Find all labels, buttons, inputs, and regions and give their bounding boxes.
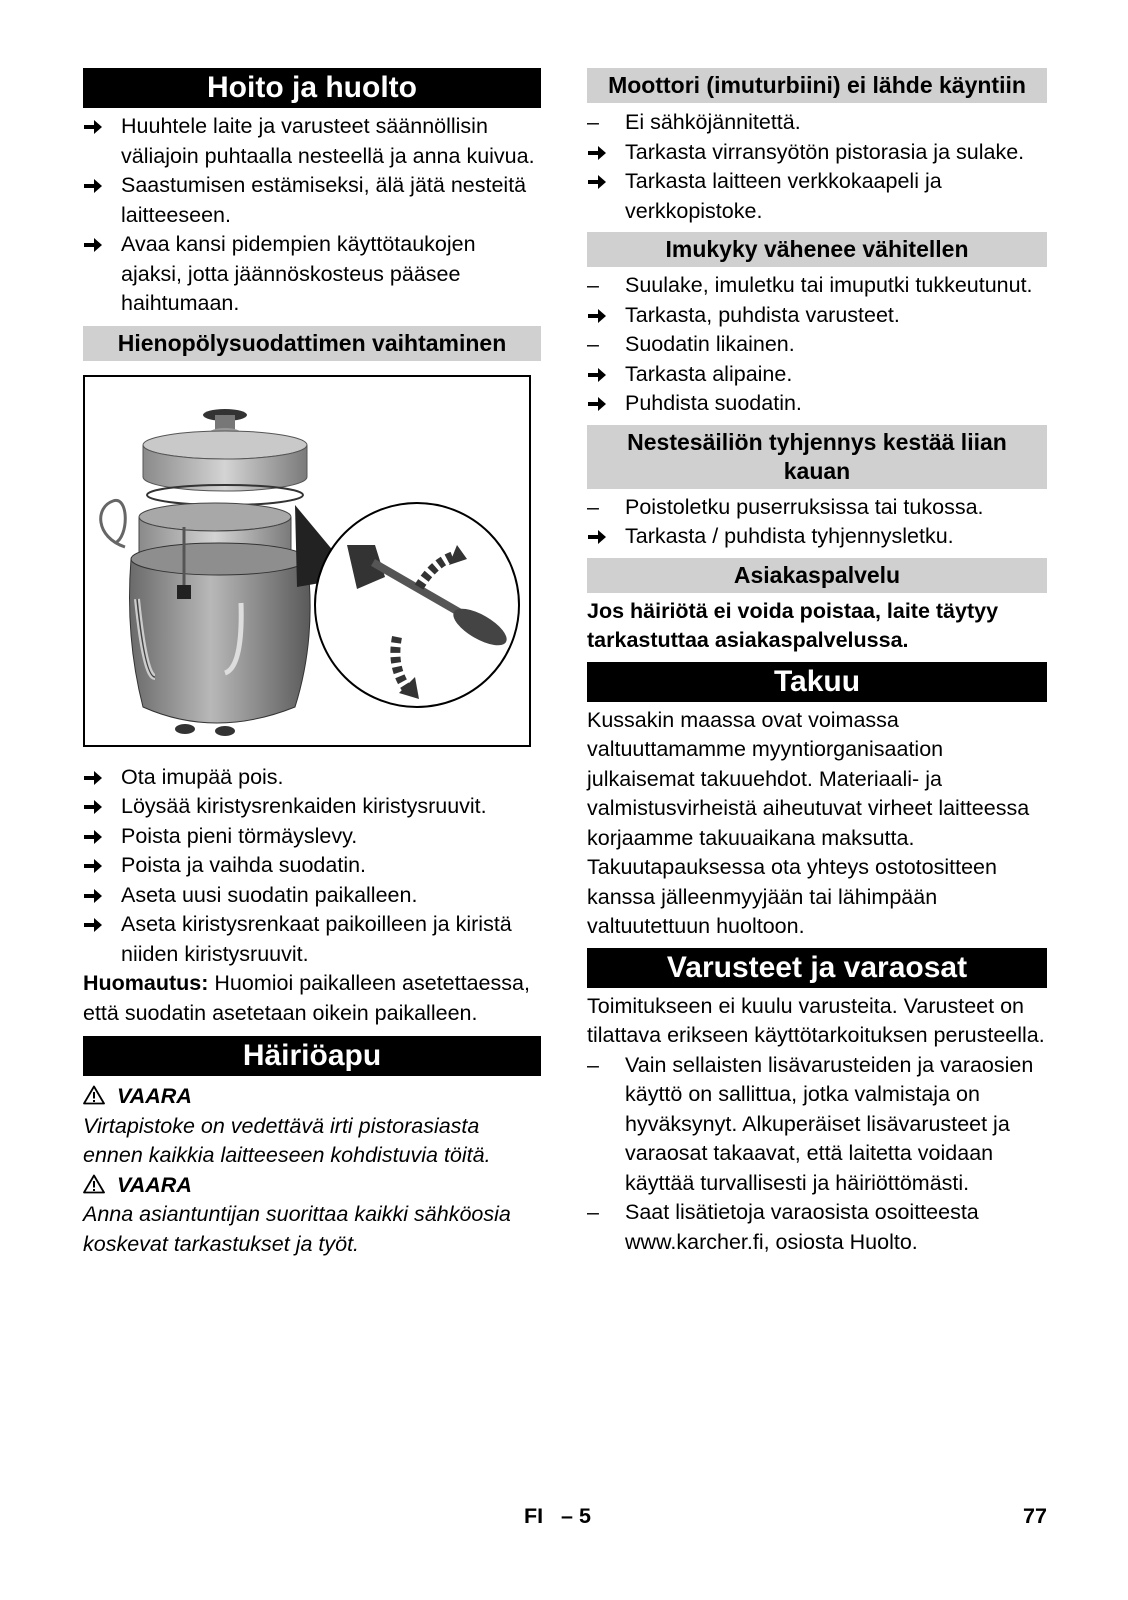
list-item: Avaa kansi pidempien käyttötaukojen ajaksi, jotta jäännöskosteus pääsee haihtumaan. <box>83 230 541 319</box>
filter-illustration <box>83 375 531 747</box>
arrow-right-icon <box>587 173 607 191</box>
footer-language-page: FI – 5 <box>524 1504 591 1528</box>
arrow-right-icon <box>83 769 103 787</box>
care-heading: Hoito ja huolto <box>83 68 541 108</box>
arrow-right-icon <box>83 177 103 195</box>
warnings <box>83 1082 541 1259</box>
list-item: Poista pieni törmäyslevy. <box>83 822 541 852</box>
accessories-text: Toimitukseen ei kuulu varusteita. Varusteet on tilattava erikseen käyttötarkoituksen perusteella. <box>587 993 1045 1047</box>
arrow-right-icon <box>83 118 103 136</box>
drain-heading: Nestesäiliön tyhjennys kestää liian kauan <box>587 425 1047 489</box>
list-item: Saastumisen estämiseksi, älä jätä nesteitä laitteeseen. <box>83 171 541 230</box>
warning-title: VAARA <box>83 1082 541 1112</box>
page-number: 77 <box>1023 1504 1047 1528</box>
dash-marker: – <box>587 332 599 356</box>
note-paragraph <box>83 969 541 1028</box>
list-item: Löysää kiristysrenkaiden kiristysruuvit. <box>83 792 541 822</box>
list-item: Aseta kiristysrenkaat paikoilleen ja kiristä niiden kiristysruuvit. <box>83 910 541 969</box>
arrow-right-icon <box>83 798 103 816</box>
warning-text: Anna asiantuntijan suorittaa kaikki sähköosia koskevat tarkastukset ja työt. <box>83 1202 511 1256</box>
dash-marker: – <box>587 110 599 134</box>
service-heading: Asiakaspalvelu <box>587 558 1047 593</box>
accessories-list <box>587 1051 1047 1258</box>
warning-title: VAARA <box>83 1171 541 1201</box>
list-item: Tarkasta laitteen verkkokaapeli ja verkkopistoke. <box>587 167 1047 226</box>
list-item: Tarkasta, puhdista varusteet. <box>587 301 1047 331</box>
warning-triangle-icon <box>83 1174 105 1194</box>
dash-marker: – <box>587 494 599 519</box>
arrow-right-icon <box>83 828 103 846</box>
list-item: – Poistoletku puserruksissa tai tukossa. <box>587 493 1047 523</box>
arrow-right-icon <box>587 395 607 413</box>
dash-marker: – <box>587 1052 599 1077</box>
trouble-heading: Häiriöapu <box>83 1036 541 1076</box>
dash-marker: – <box>587 1200 599 1224</box>
arrow-right-icon <box>83 236 103 254</box>
list-item: Tarkasta virransyötön pistorasia ja sulake. <box>587 138 1047 168</box>
list-item: – Vain sellaisten lisävarusteiden ja varaosien käyttö on sallittua, jotka valmistaja on hyväksynyt. Alkuperäiset lisävarusteet ja varaosat takaavat, että laitetta voidaan käyttää turvallisesti ja häiriöttömästi. <box>587 1052 1034 1195</box>
arrow-right-icon <box>83 916 103 934</box>
right-column <box>587 68 1047 1257</box>
warranty-heading: Takuu <box>587 662 1047 702</box>
arrow-right-icon <box>587 144 607 162</box>
arrow-right-icon <box>83 857 103 875</box>
note-label: Huomautus: <box>83 971 209 995</box>
warning-text: Virtapistoke on vedettävä irti pistorasiasta ennen kaikkia laitteeseen kohdistuvia töitä. <box>83 1113 491 1167</box>
suction-list <box>587 271 1047 419</box>
arrow-right-icon <box>83 887 103 905</box>
list-item: – Saat lisätietoja varaosista osoitteesta www.karcher.fi, osiosta Huolto. <box>587 1200 979 1254</box>
list-item: Aseta uusi suodatin paikalleen. <box>83 881 541 911</box>
accessories-heading: Varusteet ja varaosat <box>587 948 1047 988</box>
list-item: – Suodatin likainen. <box>587 330 1047 360</box>
filter-steps <box>83 763 541 970</box>
arrow-right-icon <box>587 366 607 384</box>
suction-heading: Imukyky vähenee vähitellen <box>587 232 1047 267</box>
list-item: – Suulake, imuletku tai imuputki tukkeutunut. <box>587 271 1047 301</box>
motor-list <box>587 108 1047 226</box>
list-item: Tarkasta / puhdista tyhjennysletku. <box>587 522 1047 552</box>
vacuum-filter-illustration <box>85 377 529 745</box>
left-column <box>83 68 541 1259</box>
list-item: – Ei sähköjännitettä. <box>587 108 1047 138</box>
motor-heading: Moottori (imuturbiini) ei lähde käyntiin <box>587 68 1047 103</box>
warranty-text: Kussakin maassa ovat voimassa valtuuttamamme myyntiorganisaation julkaisemat takuuehdot. Materiaali- ja valmistusvirheistä aiheutuvat virheet laitteessa korjaamme takuuaikana maksutta. Takuutapauksessa ota yhteys ostotositteen kanssa jälleenmyyjään tai lähimpään valtuutettuun huoltoon. <box>587 707 1030 938</box>
list-item: Poista ja vaihda suodatin. <box>83 851 541 881</box>
list-item: Tarkasta alipaine. <box>587 360 1047 390</box>
note-text: Huomioi paikalleen asetettaessa, että suodatin asetetaan oikein paikalleen. <box>83 971 530 1025</box>
drain-list <box>587 493 1047 552</box>
warning-triangle-icon <box>83 1085 105 1105</box>
care-steps <box>83 112 541 319</box>
dash-marker: – <box>587 273 599 297</box>
arrow-right-icon <box>587 528 607 546</box>
arrow-right-icon <box>587 307 607 325</box>
list-item: Huuhtele laite ja varusteet säännöllisin väliajoin puhtaalla nesteellä ja anna kuivua. <box>83 112 541 171</box>
list-item: Puhdista suodatin. <box>587 389 1047 419</box>
filter-heading: Hienopölysuodattimen vaihtaminen <box>83 326 541 361</box>
service-text: Jos häiriötä ei voida poistaa, laite täytyy tarkastuttaa asiakaspalvelussa. <box>587 598 999 652</box>
list-item: Ota imupää pois. <box>83 763 541 793</box>
